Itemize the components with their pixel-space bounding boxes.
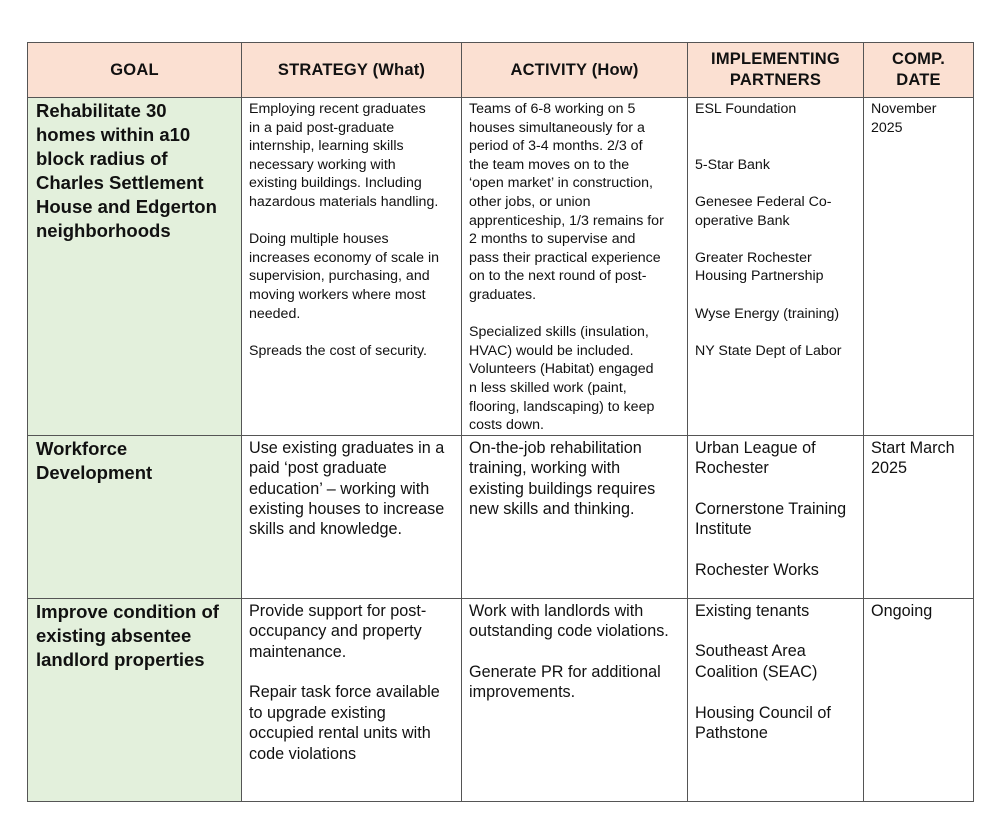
- goal-cell: Workforce Development: [28, 435, 242, 598]
- date-cell: Ongoing: [864, 598, 974, 801]
- header-row: [28, 43, 974, 98]
- strategy-cell: Employing recent graduates in a paid post-graduate internship, learning skills necessary working with existing buildings. Including hazardous materials handling. Doing multiple houses increases economy of scale in supervision, purchasing, and moving workers where most needed. Spreads the cost of security.: [242, 98, 462, 436]
- strategy-cell: Use existing graduates in a paid ‘post graduate education’ – working with existing houses to increase skills and knowledge.: [242, 435, 462, 598]
- goal-cell: Improve condition of existing absentee landlord properties: [28, 598, 242, 801]
- activity-cell: Work with landlords with outstanding code violations. Generate PR for additional improvements.: [462, 598, 688, 801]
- strategy-cell: Provide support for post- occupancy and property maintenance. Repair task force available to upgrade existing occupied rental units with code violations: [242, 598, 462, 801]
- table-row: [28, 435, 974, 598]
- activity-cell: On-the-job rehabilitation training, working with existing buildings requires new skills and thinking.: [462, 435, 688, 598]
- header-goal: GOAL: [28, 43, 242, 98]
- header-activity: ACTIVITY (How): [462, 43, 688, 98]
- partners-cell: ESL Foundation 5-Star Bank Genesee Federal Co- operative Bank Greater Rochester Housing Partnership Wyse Energy (training) NY State Dept of Labor: [688, 98, 864, 436]
- header-date: COMP. DATE: [864, 43, 974, 98]
- activity-cell: Teams of 6-8 working on 5 houses simultaneously for a period of 3-4 months. 2/3 of the team moves on to the ‘open market’ in construction, other jobs, or union apprenticeship, 1/3 remains for 2 months to supervise and pass their practical experience on to the next round of post- graduates. Specialized skills (insulation, HVAC) would be included. Volunteers (Habitat) engaged n less skilled work (paint, flooring, landscaping) to keep costs down.: [462, 98, 688, 436]
- date-cell: Start March 2025: [864, 435, 974, 598]
- table-row: [28, 598, 974, 801]
- date-cell: November 2025: [864, 98, 974, 436]
- header-partners: IMPLEMENTING PARTNERS: [688, 43, 864, 98]
- table-row: [28, 98, 974, 436]
- header-strategy: STRATEGY (What): [242, 43, 462, 98]
- goal-cell: Rehabilitate 30 homes within a10 block radius of Charles Settlement House and Edgerton neighborhoods: [28, 98, 242, 436]
- partners-cell: Urban League of Rochester Cornerstone Training Institute Rochester Works: [688, 435, 864, 598]
- goals-table: [27, 42, 974, 802]
- partners-cell: Existing tenants Southeast Area Coalition (SEAC) Housing Council of Pathstone: [688, 598, 864, 801]
